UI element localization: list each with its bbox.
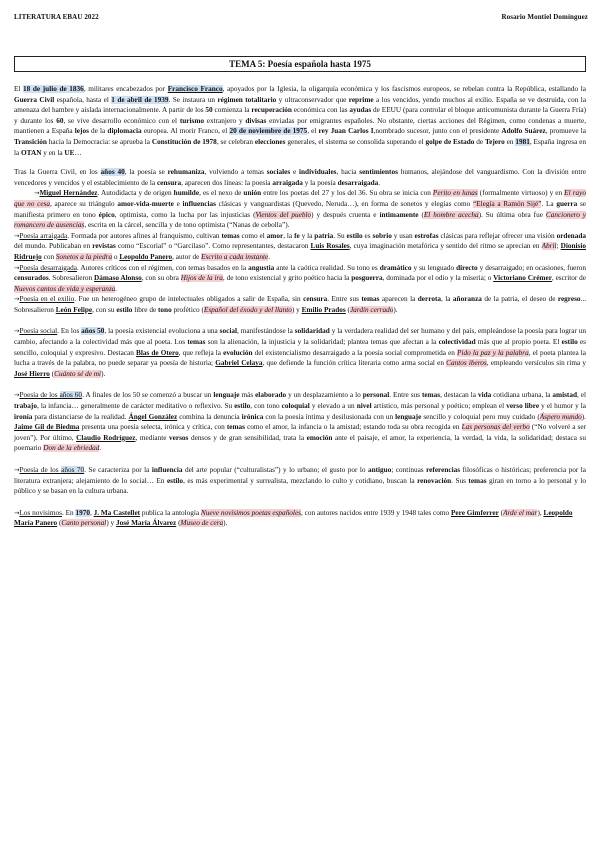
arrow-right-icon: → [14, 508, 20, 517]
setenta-paragraph: →Poesía de los años 70. Se caracteriza por la influencia del arte popular (“culturalistas”) y lo urbano; el gusto por lo antiguo; continuas referencias filosóficas o históricas; preferencia por la literatura extranjera; alejamiento de lo social… En estilo, es más experimental y surrealista, mezclando lo culto y cotidiano, buscan la renovación. Sus temas giran en torno a lo personal y lo público y se basan en la cultura urbana. [14, 466, 587, 496]
sesenta-paragraph: →Poesía de los años 60. A finales de los 50 se comenzó a buscar un lenguaje más elaborado y un desplazamiento a lo personal. Entre sus temas, destacan la vida cotidiana urbana, la amistad, el trabajo, la infancia… generalmente de carácter meditativo o reflexivo. Su estilo, con tono coloquial y elevado a un nivel artístico, más personal y poético; emplean el verso libre y el humor y la ironía para distanciarse de la realidad. Ángel González combina la denuncia irónica con la poesía íntima y desilusionada con un lenguaje sencillo y coloquial pero muy cuidado (Áspero mundo). Jaime Gil de Biedma presenta una poesía selecta, irónica y crítica, con temas como el amor, la infancia o la amistad; estando toda su obra recogida en Las personas del verbo (“No volveré a ser joven”). Por último, Claudio Rodríguez, mediante versos densos y de gran sensibilidad, trata la emoción ante el paisaje, el amor, la experiencia, la verdad, la vida, la solidaridad; destaca su poemario Don de la ebriedad. [14, 391, 586, 453]
arrow-right-icon: → [34, 189, 40, 198]
page-header [14, 13, 588, 21]
hernandez-paragraph: →Miguel Hernández. Autodidacta y de origen humilde, es el nexo de unión entre los poetas del 27 y los del 36. Su obra se inicia con Perito en lunas (formalmente virtuoso) y en El rayo que no cesa, aparece su triángulo amor-vida-muerte e influencias clásicas y vanguardistas (Quevedo, Neruda…), en forma de sonetos y elegías como “Elegía a Ramón Sijé”. La guerra se manifiesta primero en tono épico, optimista, como la lucha por las injusticias (Vientos del pueblo) y después cruenta e íntimamente (El hombre acecha). Su última obra fue Cancionero y romancero de ausencias, escrita en la cárcel, sencilla y de tono optimista (“Nanas de cebolla”). [14, 189, 586, 230]
arrow-right-icon: → [14, 391, 20, 400]
postwar-paragraph: Tras la Guerra Civil, en los años 40, la poesía se rehumaniza, volviendo a temas sociales e individuales, hacia sentimientos humanos, alejándose del vanguardismo. Con la división entre vencedores y vencidos y el establecimiento de la censura, aparecen dos líneas: la poesía arraigada y la poesía desarraigada. [14, 168, 586, 187]
arrow-right-icon: → [14, 295, 20, 304]
arrow-right-icon: → [14, 263, 20, 272]
header-author: Rosario Montiel Domínguez [501, 13, 588, 21]
page-title-text: TEMA 5: Poesía española hasta 1975 [229, 59, 371, 69]
header-course: LITERATURA EBAU 2022 [14, 13, 99, 21]
social-paragraph: →Poesía social. En los años 50, la poesía existencial evoluciona a una social, manifestándose la solidaridad y la verdadera realidad del ser humano y del país, empleándose la poesía para lograr un cambio, afectando a la colectividad más que al poeta. Los temas son la alienación, la injusticia y la solidaridad; plantea temas que afectan a la colectividad más que al propio poeta. El estilo es sencillo, coloquial y expresivo. Destacan Blas de Otero, que refleja la evolución del existencialismo desarraigado a la poesía social comprometida en Pido la paz y la palabra, el poeta plantea la lucha a través de la palabra, no puede separar ya poesía de historia; Gabriel Celaya, que defiende la función crítica literaria como arma social en Cantos iberos, empleando versículos sin rima y José Hierro (Cuánto sé de mí). [14, 327, 587, 378]
arrow-right-icon: → [14, 466, 20, 474]
document-body [14, 84, 586, 529]
novisimos-paragraph: →Los novísimos. En 1970, J. Ma Castellet publica la antología Nueve novísimos poetas españoles, con autores nacidos entre 1939 y 1948 tales como Pere Gimferrer (Arde el mar), Leopoldo María Panero (Canto personal) y José María Álvarez (Museo de cera). [14, 508, 573, 528]
arraigada-paragraph: →Poesía arraigada. Formada por autores afines al franquismo, cultivan temas como el amor, la fe y la patria. Su estilo es sobrio y usan estrofas clásicas para reflejar ofrecer una visión ordenada del mundo. Publicaban en revistas como “Escorial” o “Garcilaso”. Como representantes, destacaron Luis Rosales, cuya imaginación metafórica y sentido del ritmo se aprecian en Abril; Dionisio Ridruejo con Sonetos a la piedra o Leopoldo Panero, autor de Escrito a cada instante. [14, 231, 586, 261]
intro-paragraph: El 18 de julio de 1836, militares encabezados por Francisco Franco, apoyados por la Iglesia, la oligarquía económica y los fascismos europeos, se rebelan contra la República, estallando la Guerra Civil española, hasta el 1 de abril de 1939. Se instaura un régimen totalitario y ultraconservador que reprime a los vencidos, yendo muchos al exilio. España se ve destruida, con la amenaza del hambre y aislada internacionalmente. A partir de los 50 comienza la recuperación económica con las ayudas de EEUU (para controlar el bloque anticomunista durante la Guerra Fría) y durante los 60, se vive desarrollo económico con el turismo extranjero y divisas enviadas por emigrantes españoles. No obstante, ciertas acciones del Régimen, como condenas a muerte, mantienen a España lejos de la diplomacia europea. Al morir Franco, el 20 de noviembre de 1975, el rey Juan Carlos I,nombrado sucesor, junto con el presidente Adolfo Suárez, promueve la Transición hacia la Democracia: se aprueba la Constitución de 1978, se celebran elecciones generales, el sistema se consolida superando el golpe de Estado de Tejero en 1981, España ingresa en la OTAN y en la UE… [14, 85, 587, 157]
exilio-paragraph: →Poesía en el exilio. Fue un heterogéneo grupo de intelectuales obligados a salir de España, sin censura. Entre sus temas aparecen la derrota, la añoranza de la patria, el deseo de regreso... Sobresalieron León Felipe, con su estilo libre de tono profético (Español del éxodo y del llanto) y Emilio Prados (Jardín cerrado). [14, 295, 586, 314]
desarraigada-paragraph: →Poesía desarraigada. Autores críticos con el régimen, con temas basados en la angustia ante la caótica realidad. Su tono es dramático y su lenguado directo y desarraigado; en ocasiones, fueron censurados. Sobresalieron Dámaso Alonso, con su obra Hijos de la ira, de tono existencial y grito poético hacia la posguerra, dominada por el odio y la miseria; o Victoriano Crémer, escritor de Nuevos cantos de vida y esperanza. [14, 263, 587, 293]
page-title [14, 56, 586, 72]
arrow-right-icon: → [14, 231, 20, 240]
arrow-right-icon: → [14, 327, 20, 336]
